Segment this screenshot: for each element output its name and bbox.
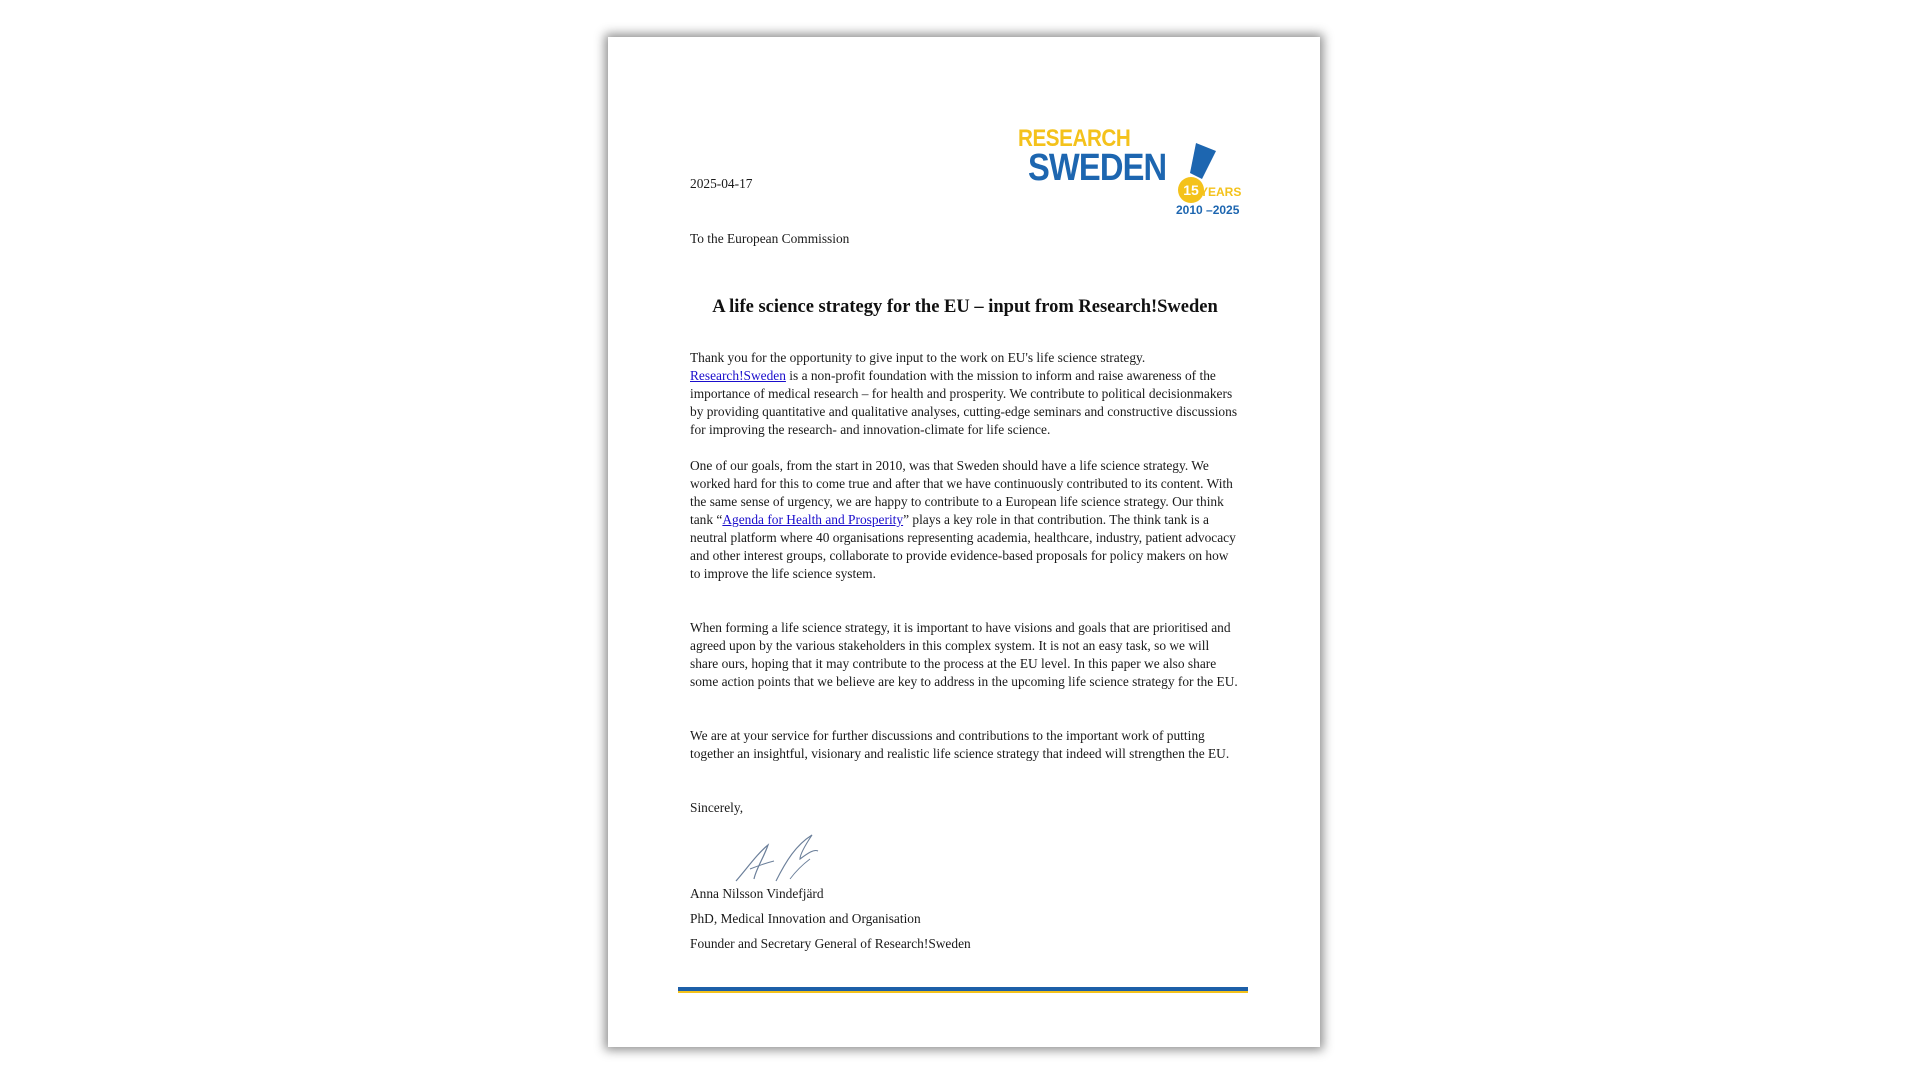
footer-rule-yellow [678, 991, 1248, 993]
paragraph-intro [690, 349, 1240, 439]
letter-recipient: To the European Commission [690, 231, 850, 246]
signer-degree: PhD, Medical Innovation and Organisation [690, 911, 921, 926]
paragraph-goals-before-link: One of our goals, from the start in 2010, was that Sweden should have a life science strategy. We worked hard for this to come true and after that we have continuously contributed to its content. With the same sense of urgency, we are happy to contribute to a European life science strategy. Our think tank “ [690, 458, 1233, 527]
handwritten-signature [730, 825, 850, 885]
paragraph-intro-first-line: Thank you for the opportunity to give input to the work on EU's life science strategy. [690, 350, 1146, 365]
research-sweden-logo [1010, 105, 1250, 221]
footer-rule [678, 987, 1248, 993]
logo-year-range: 2010 –2025 [1176, 203, 1240, 217]
logo-15-badge: 15 [1178, 177, 1204, 203]
paragraph-service: We are at your service for further discussions and contributions to the important work of putting together an insightful, visionary and realistic life science strategy that indeed will strengthen the EU. [690, 728, 1230, 761]
signer-role: Founder and Secretary General of Research!Sweden [690, 936, 971, 951]
signer-name: Anna Nilsson Vindefjärd [690, 886, 824, 901]
paragraph-goals [690, 457, 1240, 583]
paragraph-goals-after-link: ” plays a key role in that contribution. The think tank is a neutral platform where 40 organisations representing academia, healthcare, industry, patient advocacy and other interest groups, collaborate to provide evidence-based proposals for policy makers on how to improve the life science system. [690, 512, 1236, 581]
letter-closing: Sincerely, [690, 800, 744, 815]
paragraph-intro-rest: is a non-profit foundation with the mission to inform and raise awareness of the importance of medical research – for health and prosperity. We contribute to political decisionmakers by providing quantitative and qualitative analyses, cutting-edge seminars and constructive discussions for improving the research- and innovation-climate for life science. [690, 368, 1238, 437]
research-sweden-link[interactable]: Research!Sweden [690, 368, 786, 383]
document-page [608, 37, 1320, 1047]
logo-sweden-text: SWEDEN [1028, 147, 1167, 189]
logo-years-text: YEARS [1200, 185, 1242, 199]
paragraph-visions: When forming a life science strategy, it is important to have visions and goals that are prioritised and agreed upon by the various stakeholders in this complex system. It is not an easy task, so we will share ours, hoping that it may contribute to the process at the EU level. In this paper we also share some action points that we believe are key to address in the upcoming life science strategy for the EU. [690, 620, 1238, 689]
letter-title: A life science strategy for the EU – input from Research!Sweden [712, 297, 1218, 317]
logo-research-text: RESEARCH [1018, 125, 1131, 152]
letter-date: 2025-04-17 [690, 176, 753, 191]
agenda-health-prosperity-link[interactable]: Agenda for Health and Prosperity [722, 512, 904, 527]
